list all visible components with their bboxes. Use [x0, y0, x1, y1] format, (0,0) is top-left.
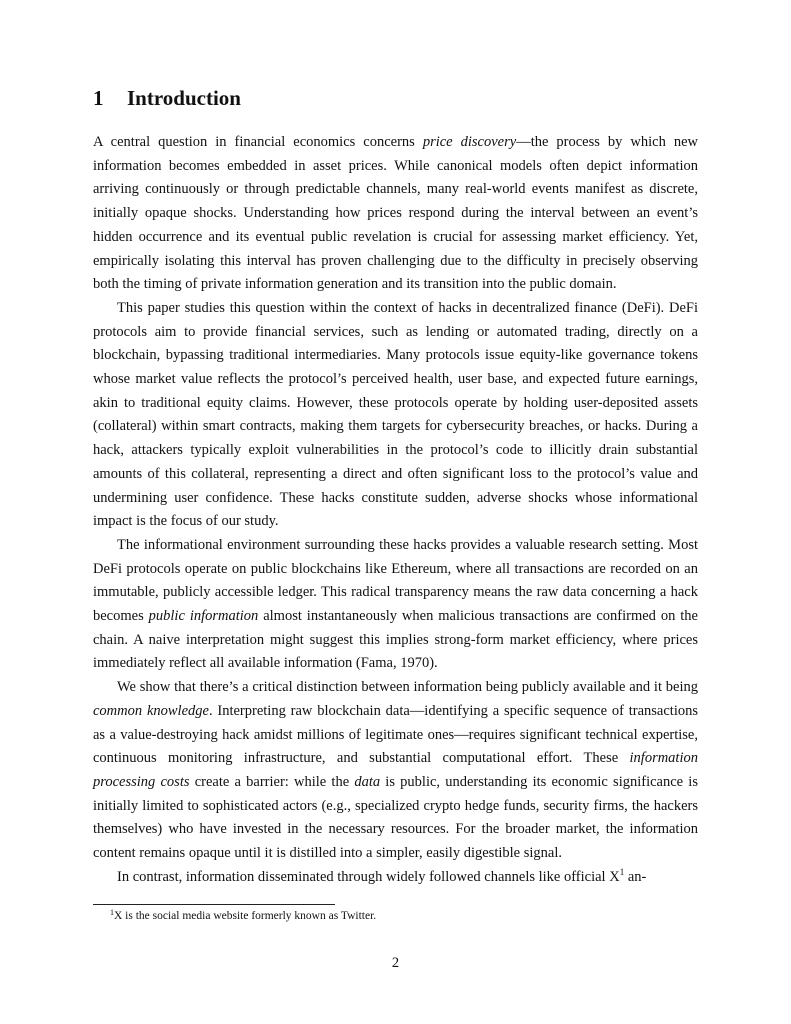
text-run: is public, understanding its economic significance is initially limited to sophisticated actors (e.g., specialized crypto hedge funds, security firms, the hackers themselves) who have invested in the necessary resources. For the broader market, the information content remains opaque until it is distilled into a simpler, easily digestible signal. — [93, 773, 698, 862]
paragraph-5 — [93, 866, 698, 890]
body-text — [93, 131, 698, 890]
page-number: 2 — [391, 955, 400, 971]
paragraph-3 — [93, 534, 698, 676]
section-heading — [93, 86, 241, 111]
paragraph-1 — [93, 131, 698, 297]
footnote-mark: 1 — [110, 908, 114, 917]
text-run: This paper studies this question within the context of hacks in decentralized finance (DeFi). DeFi protocols aim to provide financial services, such as lending or automated trading, directly on a blockchain, bypassing traditional intermediaries. Many protocols issue equity-like governance tokens whose market value reflects the protocol’s perceived health, user base, and expected future earnings, akin to traditional equity claims. However, these protocols operate by holding user-deposited assets (collateral) within smart contracts, making them targets for cybersecurity breaches, or hacks. During a hack, attackers typically exploit vulnerabilities in the protocol’s code to illicitly drain substantial amounts of this collateral, representing a direct and often significant loss to the protocol’s value and undermining user confidence. These hacks constitute sudden, adverse shocks whose informational impact is the focus of our study. — [93, 299, 698, 530]
emphasis-common-knowledge: common knowledge — [93, 702, 209, 719]
footnote-marker: 1 — [619, 866, 625, 877]
text-run: . Interpreting raw blockchain data—identifying a specific sequence of transactions as a value-destroying hack amidst millions of legitimate ones—requires significant technical expertise, continuous monitoring infrastructure, and substantial computational effort. These — [93, 702, 698, 767]
section-title: Introduction — [127, 86, 241, 110]
emphasis-data: data — [354, 773, 381, 790]
footnote-text: X is the social media website formerly known as Twitter. — [114, 910, 377, 922]
emphasis-price-discovery: price discovery — [422, 134, 517, 150]
text-run: In contrast, information disseminated through widely followed channels like official X — [117, 868, 620, 885]
section-number: 1 — [93, 86, 104, 110]
footnote-rule — [93, 904, 335, 905]
paragraph-2 — [93, 297, 698, 534]
text-run: We show that there’s a critical distinction between information being publicly available and it being — [117, 679, 698, 696]
emphasis-information-processing-costs: information processing costs — [93, 750, 698, 790]
text-run: an- — [624, 868, 647, 885]
text-run: create a barrier: while the — [189, 773, 355, 790]
paragraph-4 — [93, 676, 698, 866]
emphasis-public-information: public information — [148, 608, 259, 625]
text-run: —the process by which new information becomes embedded in asset prices. While canonical models often depict information arriving continuously or through predictable channels, many real-world events manifest as discrete, initially opaque shocks. Understanding how prices respond during the interval between an event’s hidden occurrence and its eventual public revelation is crucial for assessing market efficiency. Yet, empirically isolating this interval has proven challenging due to the difficulty in precisely observing both the timing of private information generation and its transition into the public domain. — [93, 134, 698, 293]
text-run: The informational environment surrounding these hacks provides a valuable research setting. Most DeFi protocols operate on public blockchains like Ethereum, where all transactions are recorded on an immutable, publicly accessible ledger. This radical transparency means the raw data concerning a hack becomes — [93, 536, 698, 625]
footnote — [110, 909, 376, 923]
text-run: A central question in financial economics concerns — [93, 134, 423, 150]
text-run: almost instantaneously when malicious transactions are confirmed on the chain. A naive interpretation might suggest this implies strong-form market efficiency, where prices immediately reflect all available information (Fama, 1970). — [93, 608, 698, 672]
